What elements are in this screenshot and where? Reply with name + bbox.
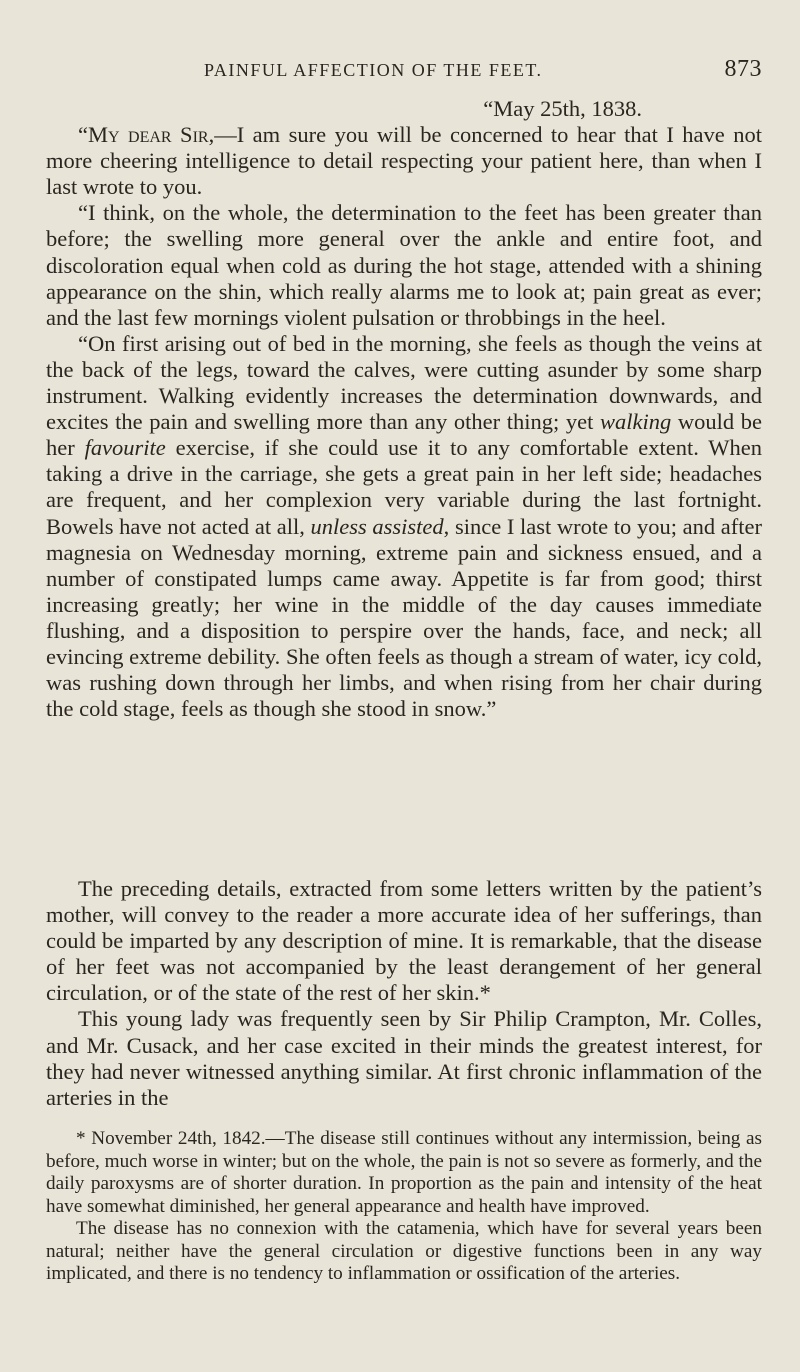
letter-paragraph <box>46 122 762 200</box>
footnote-paragraph: * November 24th, 1842.—The disease still continues without any intermission, being as before, much worse in winter; but on the whole, the pain is not so severe as formerly, and the daily paroxysms are of shorter duration. In proportion as the pain and intensity of the heat have somewhat diminished, her general appearance and health have improved. <box>46 1128 762 1217</box>
running-head-title: PAINFUL AFFECTION OF THE FEET. <box>204 60 543 80</box>
letter-salutation: “My dear Sir, <box>78 122 215 148</box>
italic-phrase: unless assisted <box>310 513 444 539</box>
body-paragraph: The preceding details, extracted from some letters written by the patient’s mother, will convey to the reader a more accurate idea of her sufferings, than could be imparted by any description of mine. It is remarkable, that the disease of her feet was not accompanied by the least derangement of her general circulation, or of the state of the rest of her skin.* <box>46 876 762 1006</box>
quoted-letter <box>46 96 762 722</box>
letter-dateline: “May 25th, 1838. <box>483 96 642 121</box>
letter-paragraph-text: —I am sure you will be concerned to hear that I have not more cheering intelligence to detail respecting your patient here, than when I last wrote to you. <box>46 122 762 200</box>
letter-paragraph: “I think, on the whole, the determination to the feet has been greater than before; the swelling more general over the ankle and entire foot, and discoloration equal when cold as during the hot stage, attended with a shining appearance on the shin, which really alarms me to look at; pain great as ever; and the last few mornings violent pulsation or throbbings in the heel. <box>46 200 762 330</box>
body-paragraph: This young lady was frequently seen by Sir Philip Crampton, Mr. Colles, and Mr. Cusack, and her case excited in their minds the greatest interest, for they had never witnessed anything similar. At first chronic inflammation of the arteries in the <box>46 1006 762 1110</box>
footnotes <box>46 1128 762 1286</box>
letter-text: would be her <box>46 409 762 461</box>
footnote-paragraph: The disease has no connexion with the catamenia, which have for several years been natural; neither have the general circulation or digestive functions been in any way implicated, and there is no tendency to inflammation or ossification of the arteries. <box>46 1218 762 1284</box>
body-text <box>46 876 762 1111</box>
page-number: 873 <box>724 56 762 82</box>
italic-word: favourite <box>84 435 166 461</box>
letter-text: exercise, if she could use it to any comfortable extent. When taking a drive in the carriage, she gets a great pain in her left side; headaches are frequent, and her complexion very variable during the last fortnight. Bowels have not acted at all, <box>46 435 762 539</box>
italic-word: walking <box>600 409 672 435</box>
letter-text: , since I last wrote to you; and after magnesia on Wednesday morning, extreme pain and sickness ensued, and a number of constipated lumps came away. Appetite is far from good; thirst increasing greatly; her wine in the middle of the day causes immediate flushing, and a disposition to perspire over the hands, face, and neck; all evincing extreme debility. She often feels as though a stream of water, icy cold, was rushing down through her limbs, and when rising from her chair during the cold stage, feels as though she stood in snow.” <box>46 513 762 722</box>
running-head <box>204 56 762 86</box>
letter-paragraph <box>46 331 762 722</box>
letter-text: “On first arising out of bed in the morning, she feels as though the veins at the back of the legs, toward the calves, were cutting asunder by some sharp instrument. Walking evidently increases the determination downwards, and excites the pain and swelling more than any other thing; yet <box>46 330 762 435</box>
